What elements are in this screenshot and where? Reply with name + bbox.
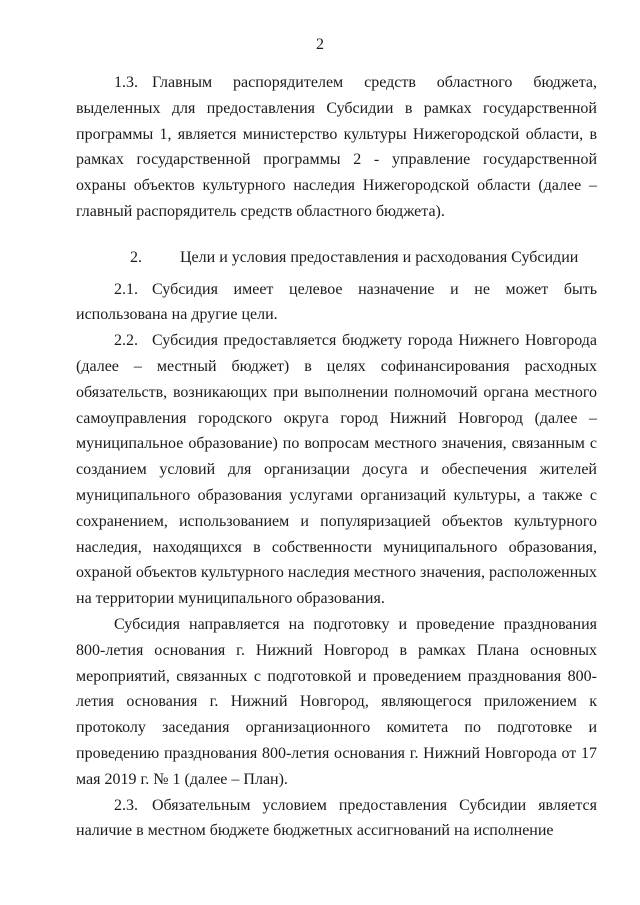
paragraph-2-3	[76, 793, 597, 845]
paragraph-2-1	[76, 277, 597, 329]
paragraph-text: Субсидия предоставляется бюджету города Нижнего Новгорода (далее – местный бюджет) в целях софинансирования расходных обязательств, возникающих при выполнении полномочий органа местного самоуправления городского округа город Нижний Новгород (далее – муниципальное образование) по вопросам местного значения, связанным с созданием условий для организации досуга и обеспечения жителей муниципального образования услугами организаций культуры, а также с сохранением, использованием и популяризацией объектов культурного наследия, находящихся в собственности муниципального образования, охраной объектов культурного наследия местного значения, расположенных на территории муниципального образования.	[76, 332, 597, 608]
paragraph-text: Субсидия направляется на подготовку и проведение празднования 800-летия основания г. Нижний Новгород в рамках Плана основных мероприятий, связанных с подготовкой и проведением празднования 800-летия основания г. Нижний Новгород, являющегося приложением к протоколу заседания организационного комитета по подготовке и проведению празднования 800-летия основания г. Нижний Новгорода от 17 мая 2019 г. № 1 (далее – План).	[76, 615, 597, 788]
paragraph-2-2-continued	[76, 612, 597, 793]
paragraph-number: 1.3.	[114, 74, 138, 91]
section-heading-2	[76, 245, 597, 271]
paragraph-text: Главным распорядителем средств областного бюджета, выделенных для предоставления Субсидии в рамках государственной программы 1, является министерство культуры Нижегородской области, в рамках государственной программы 2 - управление государственной охраны объектов культурного наследия Нижегородской области (далее – главный распорядитель средств областного бюджета).	[76, 74, 597, 220]
section-title: Цели и условия предоставления и расходования Субсидии	[180, 248, 579, 266]
paragraph-text: Обязательным условием предоставления Субсидии является наличие в местном бюджете бюджетных ассигнований на исполнение	[76, 796, 597, 840]
paragraph-number: 2.2.	[114, 332, 138, 350]
document-body	[76, 70, 597, 844]
section-number: 2.	[130, 248, 142, 266]
page-number: 2	[316, 36, 324, 53]
paragraph-text: Субсидия имеет целевое назначение и не может быть использована на другие цели.	[76, 280, 597, 324]
paragraph-1-3	[76, 70, 597, 225]
paragraph-2-2	[76, 328, 597, 612]
paragraph-number: 2.1.	[114, 280, 138, 298]
paragraph-number: 2.3.	[114, 796, 138, 814]
